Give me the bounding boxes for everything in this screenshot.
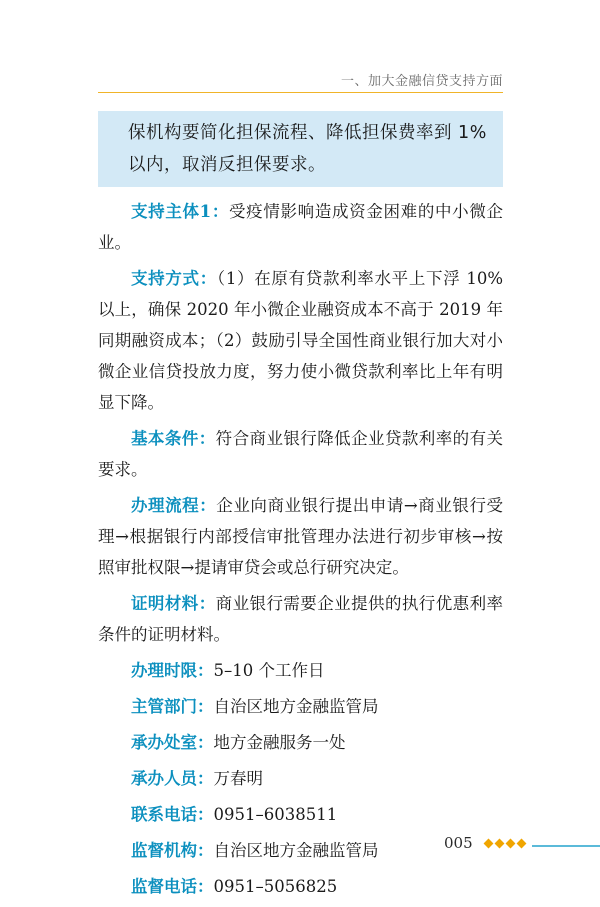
detail-label: 承办人员： — [131, 769, 214, 788]
highlight-box — [98, 111, 503, 187]
diamond-icon — [484, 839, 494, 849]
diamond-icon — [495, 839, 505, 849]
section-label: 支持主体1： — [131, 202, 229, 221]
running-header: 一、加大金融信贷支持方面 — [340, 74, 503, 89]
section-label: 办理流程： — [131, 496, 217, 515]
detail-label: 办理时限： — [131, 661, 214, 680]
detail-value: 5–10 个工作日 — [213, 661, 325, 680]
section-text: 受疫情影响造成资金困难的中小微企业。 — [98, 202, 504, 252]
detail-label: 主管部门： — [131, 697, 214, 716]
section-basic-conditions — [98, 423, 503, 485]
section-text: （1）在原有贷款利率水平上下浮 10% 以上，确保 2020 年小微企业融资成本不高于 2019 年同期融资成本；（2）鼓励引导全国性商业银行加大对小微企业信贷投放力度，努力使小微贷款利率比上年有明显下降。 — [98, 269, 504, 412]
detail-processing-time — [98, 655, 503, 686]
detail-supervisor — [98, 835, 503, 866]
detail-value: 自治区地方金融监管局 — [213, 697, 379, 716]
section-text: 符合商业银行降低企业贷款利率的有关要求。 — [98, 429, 504, 479]
detail-office — [98, 727, 503, 758]
highlight-text: 保机构要简化担保流程、降低担保费率到 1% 以内，取消反担保要求。 — [128, 123, 487, 175]
diamond-icon — [517, 839, 527, 849]
detail-value: 0951–5056825 — [213, 877, 338, 896]
detail-label: 联系电话： — [131, 805, 214, 824]
detail-value: 地方金融服务一处 — [213, 733, 346, 752]
section-text: 企业向商业银行提出申请→商业银行受理→根据银行内部授信审批管理办法进行初步审核→按照审批权限→提请审贷会或总行研究决定。 — [98, 496, 503, 577]
diamond-ornament-icon — [484, 838, 532, 850]
section-label: 基本条件： — [131, 429, 216, 448]
detail-staff — [98, 763, 503, 794]
detail-value: 0951–6038511 — [213, 805, 338, 824]
detail-value: 自治区地方金融监管局 — [213, 841, 379, 860]
detail-label: 承办处室： — [131, 733, 214, 752]
section-support-method — [98, 263, 503, 418]
detail-value: 万春明 — [213, 769, 263, 788]
detail-label: 监督电话： — [131, 877, 214, 896]
section-text: 商业银行需要企业提供的执行优惠利率条件的证明材料。 — [98, 594, 504, 644]
detail-contact-phone — [98, 799, 503, 830]
section-label: 证明材料： — [131, 594, 216, 613]
section-support-subject — [98, 196, 503, 258]
detail-label: 监督机构： — [131, 841, 214, 860]
body-text — [98, 196, 503, 907]
section-label: 支持方式： — [131, 269, 217, 288]
section-proof-materials — [98, 588, 503, 650]
header-rule — [98, 92, 503, 93]
section-process — [98, 490, 503, 583]
diamond-icon — [506, 839, 516, 849]
footer-rule — [532, 845, 600, 847]
detail-supervisor-phone — [98, 871, 503, 902]
detail-department — [98, 691, 503, 722]
page-number: 005 — [444, 834, 473, 852]
